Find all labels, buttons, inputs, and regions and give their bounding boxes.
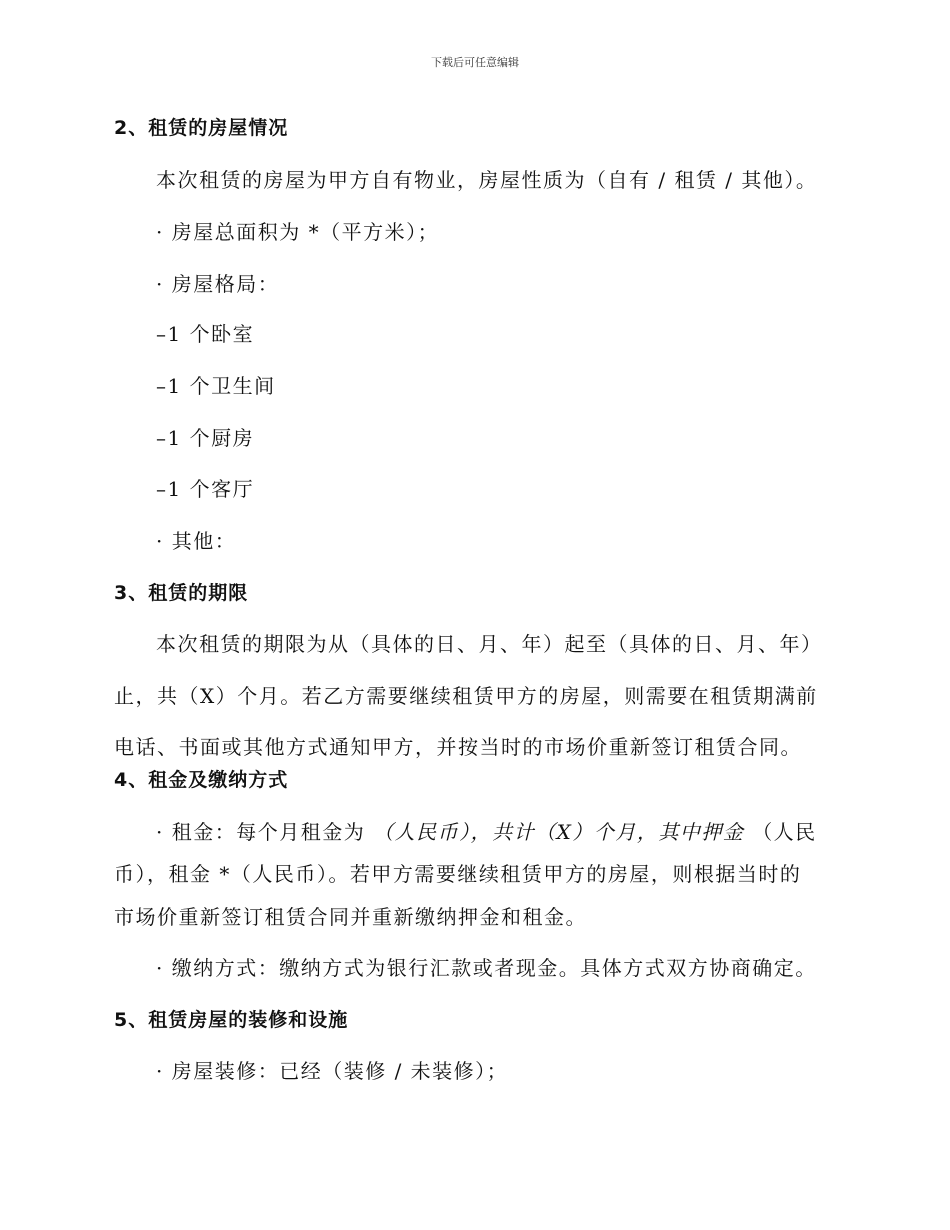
page-header: 下载后可任意编辑 [431,56,519,69]
section-3-line-3: 电话、书面或其他方式通知甲方，并按当时的市场价重新签订租赁合同。 [114,735,802,759]
house-decoration: · 房屋装修：已经（装修 / 未装修）； [156,1059,509,1083]
section-4-heading: 4、租金及缴纳方式 [114,769,289,791]
section-2-intro: 本次租赁的房屋为甲方自有物业，房屋性质为（自有 / 租赁 / 其他）。 [156,168,818,192]
house-area: · 房屋总面积为 *（平方米）； [156,220,440,244]
layout-item-kitchen: –1 个厨房 [156,426,255,450]
layout-item-bedroom: –1 个卧室 [156,322,255,346]
rent-deposit-unit: （人民 [752,820,817,844]
house-layout-label: · 房屋格局： [156,272,280,296]
layout-item-bathroom: –1 个卫生间 [156,374,276,398]
rent-label: · 租金：每个月租金为 [156,820,366,844]
layout-item-living-room: –1 个客厅 [156,477,255,501]
house-other: · 其他： [156,529,237,553]
rent-line-2: 币），租金 *（人民币）。若甲方需要继续租赁甲方的房屋，则根据当时的 [114,862,802,886]
section-3-line-2: 止，共（X）个月。若乙方需要继续租赁甲方的房屋，则需要在租赁期满前 [114,684,818,708]
rent-italic-text: （人民币），共计（X）个月，其中押金 [373,820,745,844]
rent-line-1 [114,820,817,844]
rent-line-3: 市场价重新签订租赁合同并重新缴纳押金和租金。 [114,905,587,929]
section-3-heading: 3、租赁的期限 [114,582,249,604]
section-5-heading: 5、租赁房屋的装修和设施 [114,1009,349,1031]
payment-method: · 缴纳方式：缴纳方式为银行汇款或者现金。具体方式双方协商确定。 [156,956,817,980]
section-3-line-1: 本次租赁的期限为从（具体的日、月、年）起至（具体的日、月、年） [156,632,823,656]
section-2-heading: 2、租赁的房屋情况 [114,117,289,139]
